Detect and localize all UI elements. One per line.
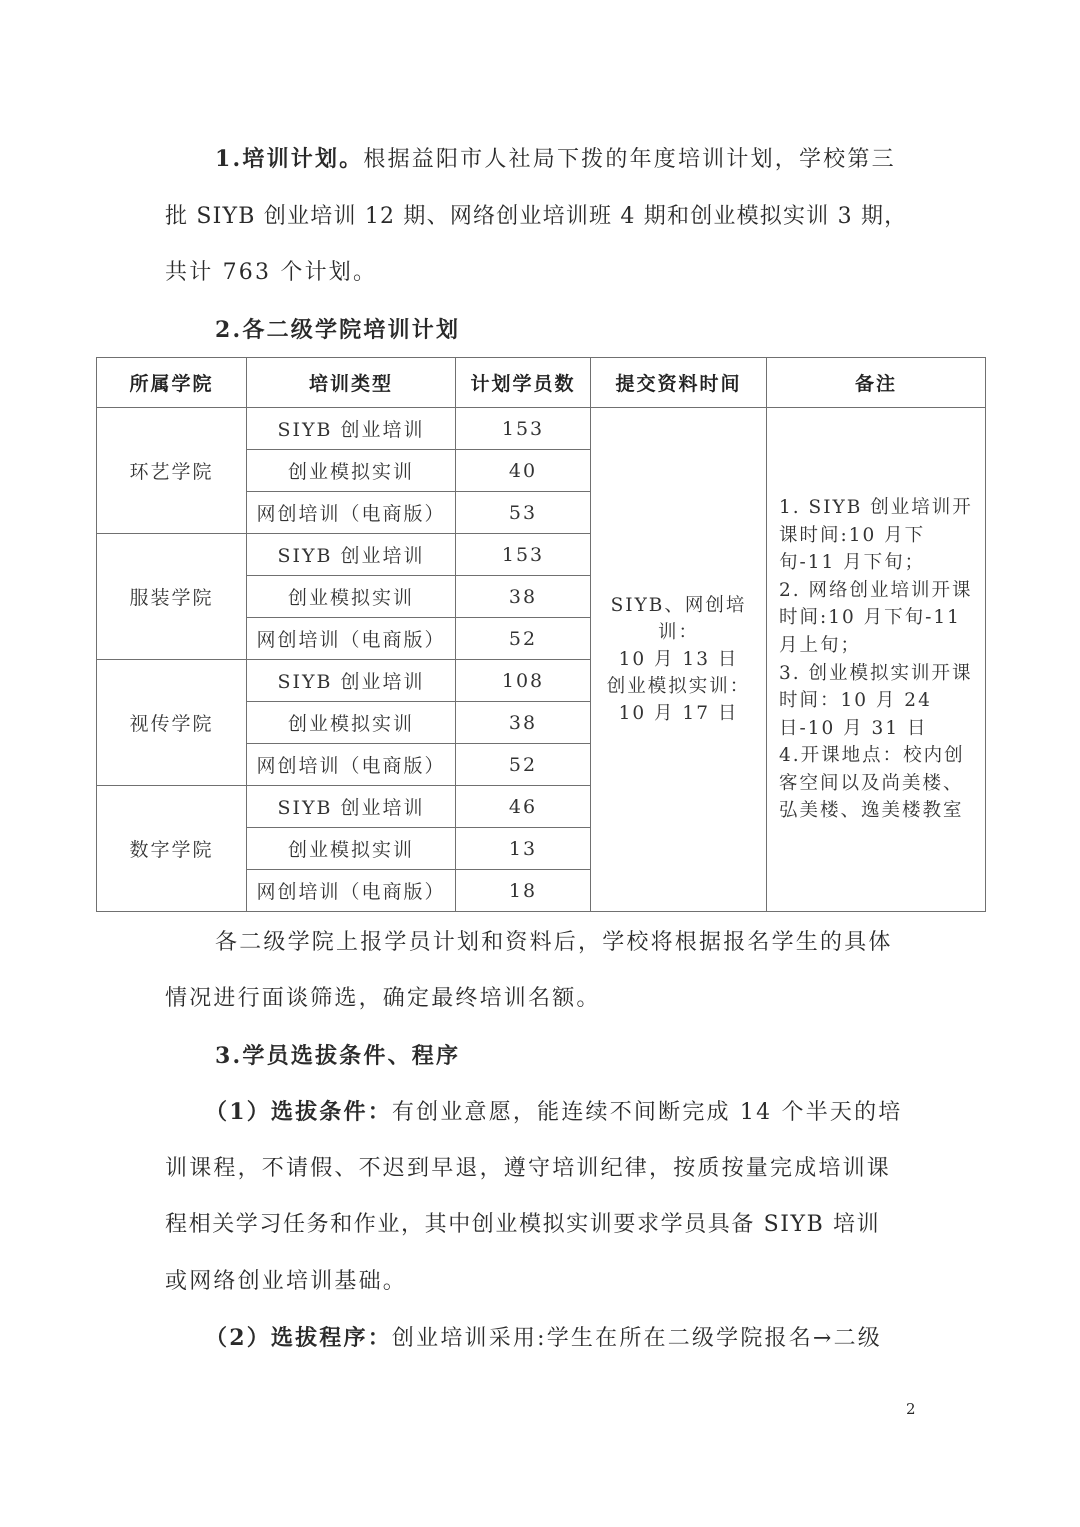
section1-line-3: 共计 763 个计划。 [165,260,378,285]
training-type: 创业模拟实训 [247,702,456,744]
training-type: 创业模拟实训 [247,576,456,618]
note-1: 1. SIYB 创业培训开课时间:10 月下旬-11 月下旬； [779,496,973,574]
item2-label: （2）选拔程序： [205,1325,392,1351]
training-type: 创业模拟实训 [247,828,456,870]
student-count: 40 [456,450,591,492]
section1-heading: 1.培训计划。 [215,146,364,172]
training-plan-table [96,357,986,912]
notes-cell [767,408,986,912]
header-count: 计划学员数 [456,358,591,408]
training-type: 网创培训（电商版） [247,870,456,912]
header-notes: 备注 [767,358,986,408]
section2-heading: 2.各二级学院培训计划 [215,317,461,343]
college-name: 视传学院 [97,660,247,786]
section1-line-1: 1.培训计划。根据益阳市人社局下拨的年度培训计划，学校第三 [215,146,896,172]
after-table-line-1: 各二级学院上报学员计划和资料后，学校将根据报名学生的具体 [215,930,893,955]
college-name: 环艺学院 [97,408,247,534]
student-count: 46 [456,786,591,828]
student-count: 108 [456,660,591,702]
table-row [97,408,986,450]
section3-heading: 3.学员选拔条件、程序 [215,1043,461,1069]
training-type: SIYB 创业培训 [247,534,456,576]
note-4: 4.开课地点：校内创客空间以及尚美楼、弘美楼、逸美楼教室 [779,745,965,822]
training-type: SIYB 创业培训 [247,660,456,702]
student-count: 38 [456,702,591,744]
training-type: SIYB 创业培训 [247,408,456,450]
after-table-line-2: 情况进行面谈筛选，确定最终培训名额。 [165,986,601,1011]
college-name: 数字学院 [97,786,247,912]
header-college: 所属学院 [97,358,247,408]
table-header-row [97,358,986,408]
student-count: 153 [456,534,591,576]
submit-time-cell: SIYB、网创培训： 10 月 13 日 创业模拟实训： 10 月 17 日 [591,408,767,912]
header-type: 培训类型 [247,358,456,408]
section3-item2-line-1: （2）选拔程序：创业培训采用:学生在所在二级学院报名→二级 [205,1325,882,1351]
student-count: 52 [456,618,591,660]
training-type: 创业模拟实训 [247,450,456,492]
training-type: SIYB 创业培训 [247,786,456,828]
item1-label: （1）选拔条件： [205,1099,392,1125]
college-name: 服装学院 [97,534,247,660]
section1-line-2: 批 SIYB 创业培训 12 期、网络创业培训班 4 期和创业模拟实训 3 期， [165,204,908,229]
student-count: 18 [456,870,591,912]
student-count: 13 [456,828,591,870]
student-count: 53 [456,492,591,534]
header-submit-time: 提交资料时间 [591,358,767,408]
note-2: 2. 网络创业培训开课时间:10 月下旬-11 月上旬； [779,579,973,656]
section3-item1-line-3: 程相关学习任务和作业，其中创业模拟实训要求学员具备 SIYB 培训 [165,1212,881,1237]
training-type: 网创培训（电商版） [247,744,456,786]
note-3: 3. 创业模拟实训开课时间：10 月 24 日-10 月 31 日 [779,662,973,739]
training-type: 网创培训（电商版） [247,618,456,660]
training-type: 网创培训（电商版） [247,492,456,534]
section3-item1-line-4: 或网络创业培训基础。 [165,1269,408,1294]
student-count: 153 [456,408,591,450]
page-number: 2 [906,1400,916,1418]
section3-item1-line-2: 训课程，不请假、不迟到早退，遵守培训纪律，按质按量完成培训课 [165,1156,892,1181]
student-count: 38 [456,576,591,618]
section3-item1-line-1: （1）选拔条件：有创业意愿，能连续不间断完成 14 个半天的培 [205,1099,903,1125]
student-count: 52 [456,744,591,786]
